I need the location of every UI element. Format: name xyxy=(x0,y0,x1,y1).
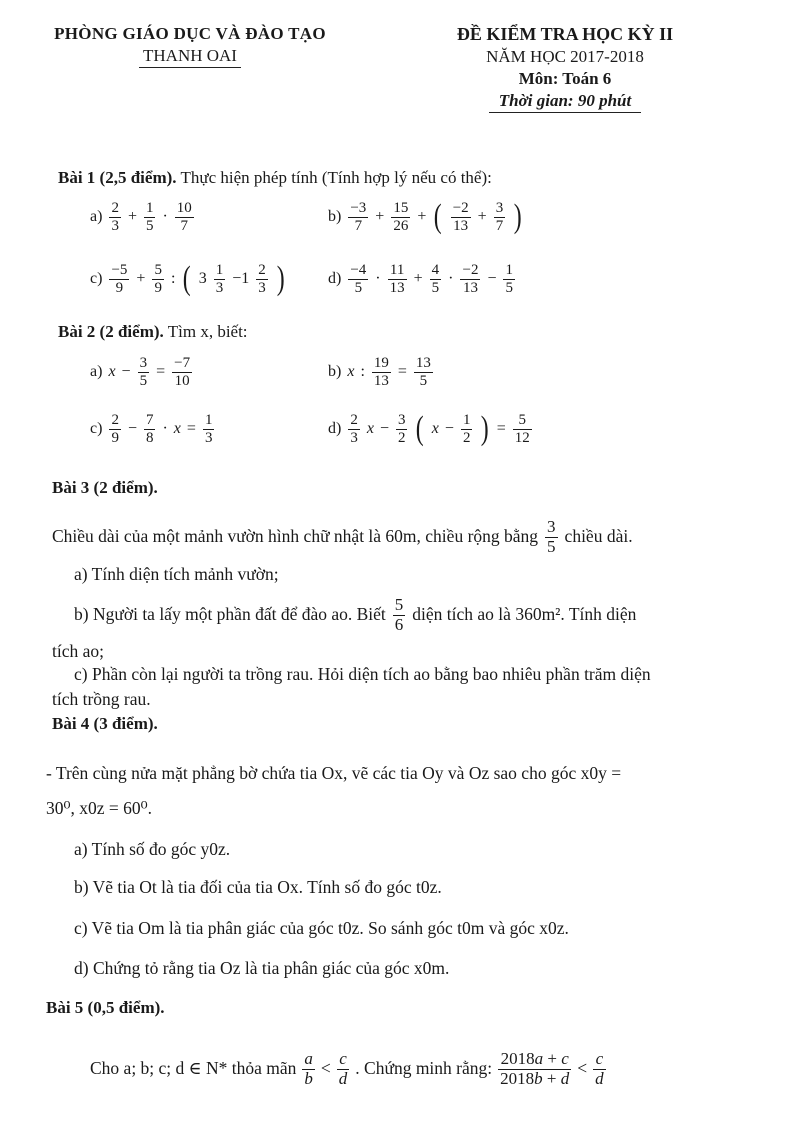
fraction: $\frac{c}{d}$ xyxy=(595,1049,604,1088)
bai5-text-2: . Chứng minh rằng: xyxy=(355,1058,493,1079)
item-label: d) xyxy=(328,420,342,437)
bai4-label: Bài 4 (3 điểm). xyxy=(52,714,158,733)
item-label: b) xyxy=(328,208,342,225)
item-label: b) xyxy=(328,363,342,380)
fraction: $\frac{-5}{9}$ xyxy=(111,262,128,296)
bai3-label: Bài 3 (2 điểm). xyxy=(52,478,158,497)
fraction: $\frac{3}{7}$ xyxy=(495,200,504,234)
subject: Môn: Toán 6 xyxy=(518,69,612,88)
exam-time: Thời gian: 90 phút xyxy=(489,91,641,113)
bai4-title xyxy=(52,714,158,734)
bai2-title xyxy=(58,322,248,342)
fraction: $\frac{1}{5}$ xyxy=(145,200,154,234)
bai1-b: b) $\frac{-3}{7}$ + $\frac{15}{26}$ + ( $\frac{-2}{13}$ + $\frac{3}{7}$ ) xyxy=(328,198,522,235)
bai4-a: a) Tính số đo góc y0z. xyxy=(74,839,231,859)
bai3-intro-text: Chiều dài của một mảnh vườn hình chữ nhật là 60m, chiều rộng bằng xyxy=(52,526,539,547)
bai2-label: Bài 2 (2 điểm). xyxy=(58,322,164,341)
bai2-c: c) $\frac{2}{9}$ − $\frac{7}{8}$ · x = $\frac{1}{3}$ xyxy=(90,412,213,446)
bai4-c: c) Vẽ tia Om là tia phân giác của góc t0z. So sánh góc t0m và góc x0z. xyxy=(74,918,569,938)
bai3-b-cont: tích ao; xyxy=(52,641,104,661)
bai4-b: b) Vẽ tia Ot là tia đối của tia Ox. Tính số đo góc t0z. xyxy=(74,877,442,897)
fraction: $\frac{-7}{10}$ xyxy=(174,355,191,389)
bai3-c-cont: tích trồng rau. xyxy=(52,689,151,709)
bai1-a: a) $\frac{2}{3}$ + $\frac{1}{5}$ · $\frac{10}{7}$ xyxy=(90,200,192,234)
bai5-title xyxy=(46,998,165,1018)
fraction: $\frac{2018a + c}{2018b + d}$ xyxy=(500,1049,570,1088)
fraction: $\frac{5}{9}$ xyxy=(154,262,162,296)
fraction: $\frac{3}{5}$ xyxy=(547,517,556,556)
bai3-intro-tail: chiều dài. xyxy=(564,526,633,547)
bai3-intro xyxy=(52,518,633,556)
bai4-d: d) Chứng tỏ rằng tia Oz là tia phân giác của góc x0m. xyxy=(74,958,450,978)
bai2-d: d) $\frac{2}{3}$ x − $\frac{3}{2}$ ( x − $\frac{1}{2}$ ) = $\frac{5}{12}$ xyxy=(328,410,530,447)
bai3-b-tail: diện tích ao là 360m². Tính diện xyxy=(412,604,637,625)
item-label: d) xyxy=(328,270,342,287)
fraction: $\frac{-3}{7}$ xyxy=(350,200,367,234)
bai5-label: Bài 5 (0,5 điểm). xyxy=(46,998,165,1017)
bai3-b-text: b) Người ta lấy một phần đất để đào ao. Biết xyxy=(74,604,386,625)
bai1-c: c) $\frac{-5}{9}$ + $\frac{5}{9}$ : ( 3 $\frac{1}{3}$ −1 $\frac{2}{3}$ ) xyxy=(90,260,285,297)
bai2-b: b) x : $\frac{19}{13}$ = $\frac{13}{5}$ xyxy=(328,355,431,389)
fraction: $\frac{5}{6}$ xyxy=(394,595,404,634)
fraction: $\frac{3}{2}$ xyxy=(397,412,406,446)
fraction: $\frac{2}{9}$ xyxy=(111,412,119,446)
fraction: $\frac{5}{12}$ xyxy=(514,412,530,446)
bai5-text: Cho a; b; c; d ∈ N* thỏa mãn xyxy=(90,1058,297,1079)
fraction: $\frac{10}{7}$ xyxy=(176,200,192,234)
bai1-d: d) $\frac{-4}{5}$ · $\frac{11}{13}$ + $\frac{4}{5}$ · $\frac{-2}{13}$ − $\frac{1}{5}$ xyxy=(328,262,513,296)
fraction: $\frac{11}{13}$ xyxy=(389,262,405,296)
fraction: $\frac{19}{13}$ xyxy=(373,355,389,389)
fraction: $\frac{1}{3}$ xyxy=(215,262,224,296)
header-left xyxy=(40,24,340,68)
fraction: $\frac{1}{5}$ xyxy=(505,262,513,296)
bai4-intro1: - Trên cùng nửa mặt phẳng bờ chứa tia Ox, vẽ các tia Oy và Oz sao cho góc x0y = xyxy=(46,763,622,783)
bai3-b xyxy=(74,596,636,634)
item-label: c) xyxy=(90,270,103,287)
fraction: $\frac{2}{3}$ xyxy=(111,200,119,234)
bai2-a: a) x − $\frac{3}{5}$ = $\frac{-7}{10}$ xyxy=(90,355,191,389)
header-right xyxy=(370,24,760,113)
fraction: $\frac{-2}{13}$ xyxy=(462,262,479,296)
fraction: $\frac{c}{d}$ xyxy=(338,1049,348,1088)
fraction: $\frac{2}{3}$ xyxy=(258,262,266,296)
fraction: $\frac{1}{3}$ xyxy=(204,412,213,446)
school-year: NĂM HỌC 2017-2018 xyxy=(486,47,644,66)
bai1-label: Bài 1 (2,5 điểm). xyxy=(58,168,177,187)
fraction: $\frac{1}{2}$ xyxy=(462,412,471,446)
fraction: $\frac{a}{b}$ xyxy=(304,1049,313,1088)
item-label: a) xyxy=(90,208,103,225)
fraction: $\frac{13}{5}$ xyxy=(415,355,431,389)
fraction: $\frac{3}{5}$ xyxy=(139,355,148,389)
district-name: THANH OAI xyxy=(139,46,241,68)
bai3-a: a) Tính diện tích mảnh vườn; xyxy=(74,564,279,584)
exam-title: ĐỀ KIỂM TRA HỌC KỲ II xyxy=(456,24,674,44)
bai2-instruction: Tìm x, biết: xyxy=(167,322,248,341)
fraction: $\frac{-2}{13}$ xyxy=(452,200,469,234)
bai3-title xyxy=(52,478,158,498)
bai4-intro2: 30⁰, x0z = 60⁰. xyxy=(46,798,153,818)
bai5-statement: Cho a; b; c; d ∈ N* thỏa mãn $\frac{a}{b}$ < $\frac{c}{d}$ . Chứng minh rằng: $\frac{2018a + c}{2018b + d}$ < $\frac{c}{d}$ xyxy=(90,1049,604,1088)
item-label: c) xyxy=(90,420,103,437)
fraction: $\frac{7}{8}$ xyxy=(145,412,154,446)
bai3-c: c) Phần còn lại người ta trồng rau. Hỏi diện tích ao bằng bao nhiêu phần trăm diện xyxy=(74,664,651,684)
fraction: $\frac{-4}{5}$ xyxy=(350,262,367,296)
fraction: $\frac{2}{3}$ xyxy=(350,412,358,446)
department-name: PHÒNG GIÁO DỤC VÀ ĐÀO TẠO xyxy=(54,24,326,43)
bai1-title xyxy=(58,168,492,188)
fraction: $\frac{4}{5}$ xyxy=(431,262,440,296)
bai1-instruction: Thực hiện phép tính (Tính hợp lý nếu có thể): xyxy=(180,168,492,187)
item-label: a) xyxy=(90,363,103,380)
fraction: $\frac{15}{26}$ xyxy=(393,200,409,234)
